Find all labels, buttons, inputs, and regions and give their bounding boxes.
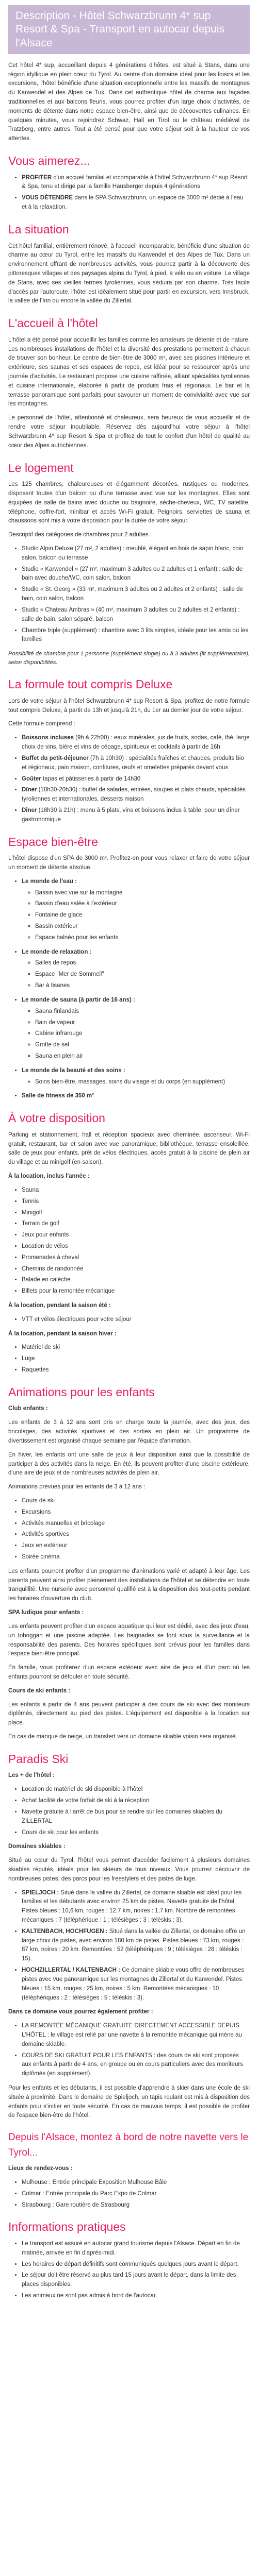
room-item: • Studio « St. Georg » (33 m², maximum 3 adultes ou 2 adultes et 2 enfants) : salle de bain, coin salon, balcon xyxy=(22,585,250,604)
tarif-item: • Chemins de randonnée xyxy=(22,1265,250,1274)
tarif-item: • Terrain de golf xyxy=(22,1219,250,1229)
board-item: • Buffet du petit-déjeuner (7h à 10h30) : spécialités fraîches et chaudes, produits bio et régionaux, pain maison, confitures, œufs et omelettes préparés devant vous xyxy=(22,754,250,773)
domain-item: • SPIELJOCH : Situé dans la vallée du Zillertal, ce domaine skiable est idéal pour les familles et les débutants avec environ 25 km de pistes. Navette gratuite de l'hôtel. Pistes bleues : 10,6 km, rouges : 12,7 km, noires : 1,7 km. Nombre de remontées mécaniques : 7 (téléphérique : 1 ; télésièges : 3 ; téléskis : 3). xyxy=(22,1889,250,1925)
room-item: • Chambre triple (supplément) : chambre avec 3 lits simples, idéale pour les amis ou les familles xyxy=(22,626,250,645)
anim-item: • Jeux en extérieur xyxy=(22,1541,250,1551)
page-title: Description - Hôtel Schwarzbrunn 4* sup Resort & Spa - Transport en autocar depuis l'Alsace xyxy=(8,5,250,54)
spa-sublist xyxy=(22,889,250,943)
also-item: • LA REMONTÉE MÉCANIQUE GRATUITE DIRECTEMENT ACCESSIBLE DEPUIS L'HÔTEL : le village est relié par une navette à la remontée mécanique qui mène au domaine skiable. xyxy=(22,2022,250,2049)
paradise-item: • Location de matériel de ski disponible à l'hôtel xyxy=(22,1785,250,1794)
tarif-item: • Billets pour la remontée mécanique xyxy=(22,1287,250,1296)
welcome-list xyxy=(8,174,250,212)
spa-subitem: ◦ Cabine infrarouge xyxy=(35,1029,250,1039)
section-title-excursion: Depuis l'Alsace, montez à bord de notre navette vers le Tyrol... xyxy=(8,2132,249,2158)
anim-club-text: Les enfants de 3 à 12 ans sont pris en charge toute la journée, avec des jeux, des bricolages, des activités sportives et des sorties en plein air. Un programme de divertissement est organisé chaque semaine par l'équipe d'animation. xyxy=(8,1419,250,1444)
room-item: • Studio « Chateau Ambras » (40 m², maximum 3 adultes ou 2 adultes et 2 enfants) : salle de bain, salon séparé, balcon xyxy=(22,606,250,624)
tarif-list xyxy=(8,1186,250,1296)
paradise-item: • Navette gratuite à l'arrêt de bus pour se rendre sur les domaines skiables du ZILLERTAL xyxy=(22,1808,250,1826)
paradise-list xyxy=(8,1785,250,1837)
tarif-item: • Minigolf xyxy=(22,1209,250,1218)
anim-item: • Soirée cinéma xyxy=(22,1553,250,1562)
info-item: • Les horaires de départ définitifs sont communiqués quelques jours avant le départ. xyxy=(22,2260,250,2269)
anim-item: • Cours de ski xyxy=(22,1497,250,1506)
info-item: • Les animaux ne sont pas admis à bord de l'autocar. xyxy=(22,2292,250,2301)
section-title-info: Informations pratiques xyxy=(8,2220,126,2234)
anim-family-text: En famille, vous profiterez d'un espace extérieur avec aire de jeux et d'un parc où les enfants pourront se défouler en toute sécurité. xyxy=(8,1665,250,1680)
anim-item: • Activités sportives xyxy=(22,1530,250,1539)
situation-text: Cet hôtel familial, entièrement rénové, à l'accueil incomparable, bénéficie d'une situation de charme au cœur du Tyrol, entre les massifs du Karwendel et des Alpes de Tux. Dans un environnement offrant de nombreuses activités, vous pourrez partir à la découverte des pittoresques villages et des paysages alpins du Tyrol, à pied, à vélo ou en voiture. Le village de Stans, avec ses vieilles fermes tyroliennes, vous séduira par son charme. Très facile d'accès par l'autoroute, l'hôtel est idéalement situé pour partir en excursion, vers Innsbruck, la vallée de l'Inn ou encore la vallée du Zillertal. xyxy=(8,243,250,304)
spa-sublist xyxy=(22,1078,250,1087)
board-item: • Dîner (18h30-20h30) : buffet de salades, entrées, soupes et plats chauds, spécialités tyroliennes et internationales, desserts maison xyxy=(22,786,250,804)
section-title-anim: Animations pour les enfants xyxy=(8,1385,155,1399)
spa-list xyxy=(8,877,250,1101)
spa-item: • Salle de fitness de 350 m² xyxy=(22,1092,250,1101)
spa-subitem: ◦ Grotte de sel xyxy=(35,1041,250,1050)
anim-item: • Activités manuelles et bricolage xyxy=(22,1519,250,1529)
paradise-sub: Les + de l'hôtel : xyxy=(8,1772,55,1779)
tarif-title: À la location, inclus l'année : xyxy=(8,1173,90,1180)
domains-title: Domaines skiables : xyxy=(8,1843,66,1850)
spa-subitem: ◦ Espace balnéo pour les enfants xyxy=(35,934,250,943)
paradise-item: • Achat facilité de votre forfait de ski à la réception xyxy=(22,1797,250,1806)
welcome-item: • PROFITER d'un accueil familial et incomparable à l'hôtel Schwarzbrunn 4* sup Resort & Spa, tenu et dirigé par la famille Hausberger depuis 4 générations. xyxy=(22,174,250,192)
info-list xyxy=(8,2240,250,2301)
rooms-text: Les 125 chambres, chaleureuses et élégamment décorées, rustiques ou modernes, disposent toutes d'un balcon ou d'une terrasse avec vue sur les montagnes. Elles sont équipées de salle de bains avec douche ou baignoire, sèche-cheveux, WC, TV satellite, téléphone, coffre-fort, minibar et accès Wi-Fi gratuit. Peignoirs, serviettes de sauna et chaussons sont mis à votre disposition pour la durée de votre séjour. xyxy=(8,481,250,524)
section-title-hotel: L'accueil à l'hôtel xyxy=(8,316,98,330)
also-item: • COURS DE SKI GRATUIT POUR LES ENFANTS : des cours de ski sont proposés aux enfants à partir de 4 ans, en groupe ou en cours particuliers avec des moniteurs diplômés (en supplément). xyxy=(22,2052,250,2079)
spa-item: • Le monde de sauna (à partir de 16 ans) : ◦ Sauna finlandais ◦ Bain de vapeur ◦ Cabine infrarouge ◦ Grotte de sel ◦ Sauna en plein air xyxy=(22,996,250,1061)
location2-item: • Raquettes xyxy=(22,1366,250,1375)
section-title-rooms: Le logement xyxy=(8,461,74,474)
spa-subitem: ◦ Espace "Mer de Sommeil" xyxy=(35,970,250,979)
location-title: À la location, pendant la saison été : xyxy=(8,1302,111,1309)
location2-item: • Matériel de ski xyxy=(22,1343,250,1352)
spa-subitem: ◦ Soins bien-être, massages, soins du visage et du corps (en supplément) xyxy=(35,1078,250,1087)
location-item: • VTT et vélos électriques pour votre séjour xyxy=(22,1315,250,1325)
hotel-text: L'hôtel a été pensé pour accueillir les familles comme les amateurs de détente et de nature. Les nombreuses installations de l'hôtel et la diversité des prestations permettent à chacun de trouver son bonheur. Le centre de bien-être de 3000 m², avec ses piscines intérieure et extérieure, ses saunas et ses espaces de repos, est idéal pour se ressourcer après une journée d'activités. Le restaurant propose une cuisine raffinée, alliant spécialités tyroliennes et cuisine internationale, élaborée à partir de produits frais et régionaux. Le bar et la terrasse panoramique sont parfaits pour savourer un moment de convivialité avec vue sur les montagnes. xyxy=(8,336,250,408)
spa-subitem: ◦ Bassin extérieur xyxy=(35,922,250,931)
domain-item: • HOCHZILLERTAL / KALTENBACH : Ce domaine skiable vous offre de nombreuses pistes avec vue panoramique sur les montagnes du Zillertal et du Karwendel. Pistes bleues : 15 km, rouges : 25 km, noires : 5 km. Remontées mécaniques : 10 (téléphériques : 2 ; télésièges : 5 ; téléskis : 3). xyxy=(22,1966,250,2003)
anim-item: • Excursions xyxy=(22,1508,250,1517)
spa-subitem: ◦ Fontaine de glace xyxy=(35,911,250,920)
spa-subitem: ◦ Bain de vapeur xyxy=(35,1019,250,1028)
excursion-item: • Colmar : Entrée principale du Parc Expo de Colmar xyxy=(22,2190,250,2199)
paradise-item: • Cours de ski pour les enfants xyxy=(22,1828,250,1838)
anim-text-3: Animations prévues pour les enfants de 3 à 12 ans : xyxy=(8,1484,146,1490)
tarif-item: • Sauna xyxy=(22,1186,250,1195)
board-intro: Lors de votre séjour à l'hôtel Schwarzbrunn 4* sup Resort & Spa, profitez de notre formule tout compris Deluxe, à partir de 13h et jusqu'à 21h, du 1er au dernier jour de votre séjour. xyxy=(8,698,250,714)
location2-list xyxy=(8,1343,250,1375)
spa-sublist xyxy=(22,959,250,990)
section-title-paradise: Paradis Ski xyxy=(8,1752,69,1766)
anim-ski-text: Les enfants à partir de 4 ans peuvent participer à des cours de ski avec des moniteurs diplômés, directement au pied des pistes. L'équipement est disponible à la location sur place. xyxy=(8,1701,250,1726)
anim-list xyxy=(8,1497,250,1562)
tarif-item: • Location de vélos xyxy=(22,1242,250,1251)
tarif-item: • Jeux pour enfants xyxy=(22,1231,250,1240)
paradise-outro: Pour les enfants et les débutants, il est possible d'apprendre à skier dans une école de ski située à proximité. Dans le domaine de Spieljoch, un tapis roulant est mis à disposition des enfants pour s'initier en toute sécurité. En cas de mauvais temps, il est possible de profiter de l'espace bien-être de l'hôtel. xyxy=(8,2085,250,2119)
board-item: • Boissons incluses (9h à 22h00) : eaux minérales, jus de fruits, sodas, café, thé, large choix de vins, bière et vins de cépage, spiritueux et cocktails à partir de 16h xyxy=(22,734,250,752)
section-title-welcome: Vous aimerez... xyxy=(8,154,90,168)
domains-text: Situé au cœur du Tyrol, l'hôtel vous permet d'accéder facilement à plusieurs domaines skiables réputés, idéals pour les skieurs de tous niveaux. Vous pourrez découvrir de nombreuses pistes, des parcs pour les freestylers et des pistes de luge. xyxy=(8,1857,250,1882)
board-item: • Dîner (18h30 à 21h) : menu à 5 plats, vins et boissons inclus à table, pour un dîner gastronomique xyxy=(22,806,250,825)
section-title-dispo: À votre disposition xyxy=(8,1111,105,1125)
info-item: • Le séjour doit être réservé au plus tard 15 jours avant le départ, dans la limite des places disponibles. xyxy=(22,2271,250,2290)
excursion-sub: Lieux de rendez-vous : xyxy=(8,2165,73,2172)
domain-item: • KALTENBACH, HOCHFUGEN : Situé dans la vallée du Zillertal, ce domaine offre un large choix de pistes, avec environ 180 km de pistes. Pistes bleues : 73 km, rouges : 87 km, noires : 20 km. Remontées : 52 (téléphériques : 9 ; télésièges : 28 ; téléskis : 15). xyxy=(22,1927,250,1964)
room-item: • Studio Alpin Deluxe (27 m², 2 adultes) : meublé, élégant en bois de sapin blanc, coin salon, balcon ou terrasse xyxy=(22,545,250,563)
excursion-item: • Strasbourg : Gare routière de Strasbourg xyxy=(22,2201,250,2210)
spa-item: • Le monde de l'eau : ◦ Bassin avec vue sur la montagne ◦ Bassin d'eau salée à l'extérieur ◦ Fontaine de glace ◦ Bassin extérieur ◦ Espace balnéo pour les enfants xyxy=(22,877,250,943)
anim-ski-text-2: En cas de manque de neige, un transfert vers un domaine skiable voisin sera organisé. xyxy=(8,1734,237,1740)
anim-spa-title: SPA ludique pour enfants : xyxy=(8,1609,84,1616)
location-list xyxy=(8,1315,250,1325)
intro-text: Cet hôtel 4* sup, accueillant depuis 4 générations d'hôtes, est situé à Stans, dans une région idyllique en plein cœur du Tyrol. Au centre d'un domaine idéal pour les loisirs et les excursions, l'hôtel bénéficie d'une situation exceptionnelle entre les massifs de montagnes du Karwendel et des Alpes de Tux. Dans cet authentique hôtel de charme aux façades traditionnelles et aux balcons fleuris, vous pourrez profiter d'un large choix d'activités, de moments de détente dans notre espace bien-être, ainsi que de découvertes culinaires. En quelques minutes, vous rejoindrez Schwaz, Hall en Tirol ou le château médiéval de Tratzberg, entre autres. Tout a été pensé pour que votre séjour soit à la hauteur de vos attentes. xyxy=(8,62,250,142)
location2-item: • Luge xyxy=(22,1354,250,1364)
spa-subitem: ◦ Bassin avec vue sur la montagne xyxy=(35,889,250,898)
tarif-item: • Balade en calèche xyxy=(22,1276,250,1285)
rooms-list-title: Descriptif des catégories de chambres pour 2 adultes : xyxy=(8,532,152,538)
anim-ski-title: Cours de ski enfants : xyxy=(8,1687,71,1694)
anim-club-title: Club enfants : xyxy=(8,1405,48,1412)
board-sub: Cette formule comprend : xyxy=(8,721,75,727)
spa-intro: L'hôtel dispose d'un SPA de 3000 m². Profitez-en pour vous relaxer et faire de votre séjour un moment de détente absolue. xyxy=(8,855,250,871)
section-title-situation: La situation xyxy=(8,222,69,236)
board-list xyxy=(8,734,250,824)
spa-subitem: ◦ Sauna finlandais xyxy=(35,1007,250,1016)
rooms-note: Possibilité de chambre pour 1 personne (supplément single) ou à 3 adultes (lit supplémentaire), selon disponibilités. xyxy=(8,651,250,666)
also-title: Dans ce domaine vous pourrez également profiter : xyxy=(8,2009,153,2015)
info-item: • Le transport est assuré en autocar grand tourisme depuis l'Alsace. Départ en fin de matinée, arrivée en fin d'après-midi. xyxy=(22,2240,250,2258)
spa-item: • Le monde de la beauté et des soins : ◦ Soins bien-être, massages, soins du visage et du corps (en supplément) xyxy=(22,1066,250,1087)
domains-list xyxy=(8,1889,250,2003)
spa-item: • Le monde de relaxation : ◦ Salles de repos ◦ Espace "Mer de Sommeil" ◦ Bar à tisanes xyxy=(22,948,250,991)
tarif-item: • Tennis xyxy=(22,1197,250,1207)
also-list xyxy=(8,2022,250,2079)
tarif-item: • Promenades à cheval xyxy=(22,1253,250,1263)
welcome-item: • VOUS DÉTENDRE dans le SPA Schwarzbrunn, un espace de 3000 m² dédié à l'eau et à la relaxation. xyxy=(22,194,250,212)
spa-subitem: ◦ Sauna en plein air xyxy=(35,1052,250,1061)
location2-title: À la location, pendant la saison hiver : xyxy=(8,1330,117,1337)
anim-text-4: Les enfants pourront profiter d'un programme d'animations varié et adapté à leur âge. Les parents peuvent ainsi profiter pleinement des installations de l'hôtel et se détendre en toute tranquillité. Une nurserie avec personnel qualifié est à la disposition des tout-petits pendant les horaires d'ouverture du club. xyxy=(8,1568,250,1602)
section-title-board: La formule tout compris Deluxe xyxy=(8,677,173,691)
anim-text-2: En hiver, les enfants ont une salle de jeux à leur disposition ainsi que la possibilité de participer à des activités dans la neige. En été, ils peuvent profiter d'une piscine extérieure, d'une aire de jeux et de nombreuses activités de plein air. xyxy=(8,1451,250,1477)
excursion-item: • Mulhouse : Entrée principale Exposition Mulhouse Bâle xyxy=(22,2178,250,2188)
spa-subitem: ◦ Bar à tisanes xyxy=(35,981,250,991)
hotel-text-2: Le personnel de l'hôtel, attentionné et chaleureux, sera heureux de vous accueillir et de rendre votre séjour inoubliable. Réservez dès aujourd'hui votre séjour à l'hôtel Schwarzbrunn 4* sup Resort & Spa et profitez de tout le confort d'un hôtel de qualité au cœur des Alpes autrichiennes. xyxy=(8,415,250,449)
anim-spa-text: Les enfants peuvent profiter d'un espace aquatique qui leur est dédié, avec des jeux d'eau, un toboggan et une piscine adaptée. Les baignades se font sous la surveillance et la responsabilité des parents. Des horaires spécifiques sont prévus pour les familles dans l'espace bien-être principal. xyxy=(8,1623,250,1657)
spa-sublist xyxy=(22,1007,250,1061)
spa-subitem: ◦ Salles de repos xyxy=(35,959,250,968)
spa-subitem: ◦ Bassin d'eau salée à l'extérieur xyxy=(35,900,250,909)
excursion-list xyxy=(8,2178,250,2210)
board-item: • Goûter tapas et pâtisseries à partir de 14h30 xyxy=(22,775,250,784)
section-title-spa: Espace bien-être xyxy=(8,835,98,849)
room-item: • Studio « Karwendel » (27 m², maximum 3 adultes ou 2 adultes et 1 enfant) : salle de bain avec douche/WC, coin salon, balcon xyxy=(22,565,250,584)
rooms-list xyxy=(8,545,250,645)
dispo-text: Parking et stationnement, hall et réception spacieux avec cheminée, ascenseur, Wi-Fi gratuit, restaurant, bar et salon avec vue panoramique, bibliothèque, terrasse ensoleillée, salle de jeux pour enfants, prêt de vélos électriques, accès gratuit à la piscine de plein air du village et au minigolf (en saison). xyxy=(8,1131,250,1166)
